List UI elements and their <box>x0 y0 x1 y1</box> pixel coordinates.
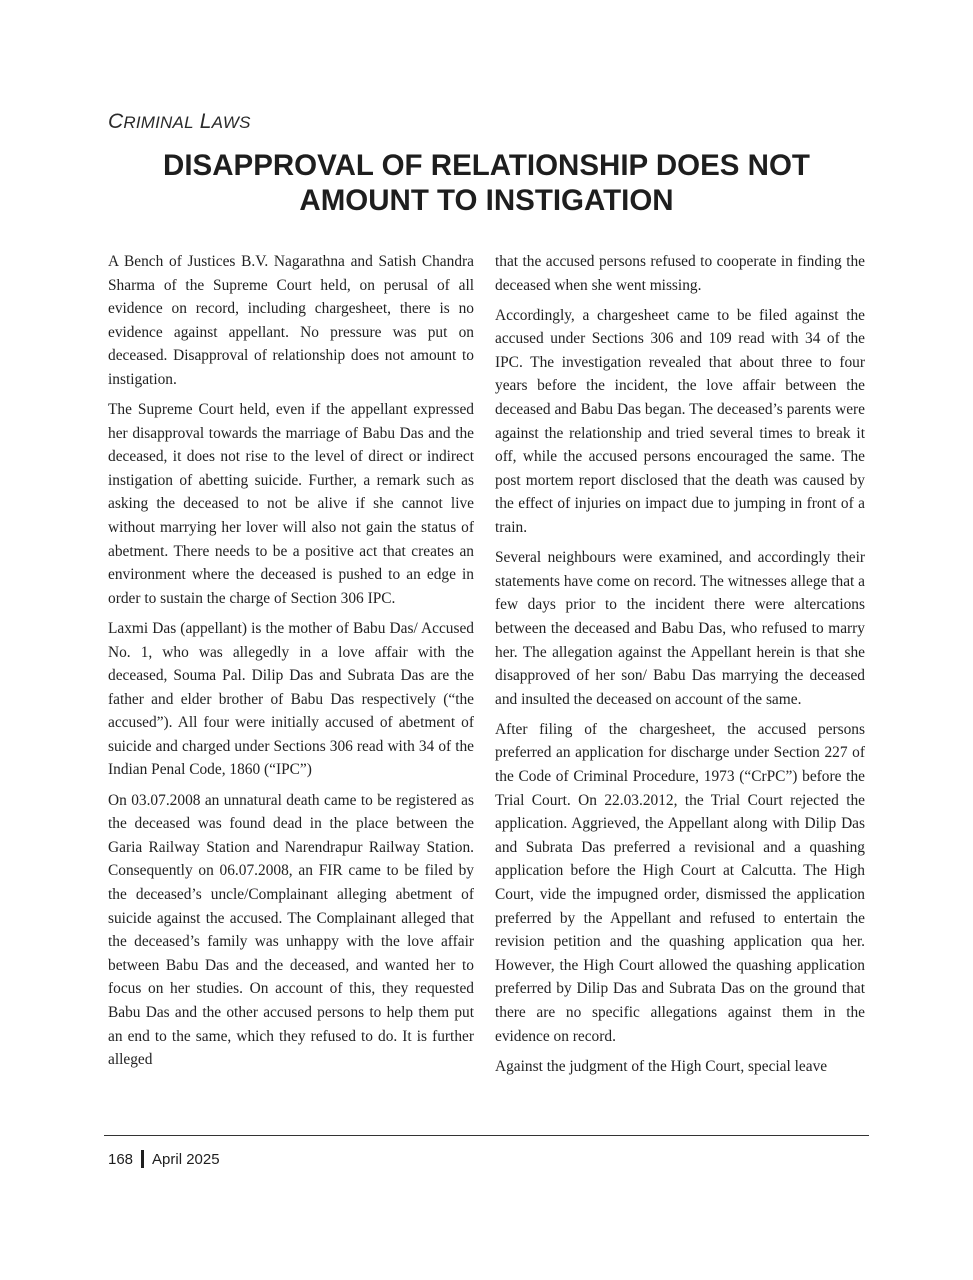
left-paragraph-3: Laxmi Das (appellant) is the mother of Babu Das/ Accused No. 1, who was allegedly in a love affair with the deceased, Souma Pal. Dilip Das and Subrata Das are the father and elder brother of Babu Das respectively (“the accused”). All four were initially accused of abetment of suicide and charged under Sections 306 read with 34 of the Indian Penal Code, 1860 (“IPC”) <box>108 619 474 779</box>
right-column <box>495 250 865 1085</box>
article-headline: DISAPPROVAL OF RELATIONSHIP DOES NOT AMOUNT TO INSTIGATION <box>163 149 810 217</box>
footer-divider <box>104 1135 869 1136</box>
section-label-c: C <box>108 110 124 133</box>
section-label-l: L <box>199 110 212 133</box>
left-paragraph-4: On 03.07.2008 an unnatural death came to be registered as the deceased was found dead in the place between the Garia Railway Station and Narendrapur Railway Station. Consequently on 06.07.2008, an FIR came to be filed by the deceased’s uncle/Complainant alleging abetment of suicide against the accused. The Complainant alleged that the deceased’s family was unhappy with the love affair between Babu Das and the deceased, and wanted her to focus on her studies. On account of this, they requested Babu Das and the other accused persons to help them put an end to the same, which they refused to do. It is further alleged <box>108 791 474 1069</box>
left-paragraph-2: The Supreme Court held, even if the appellant expressed her disapproval towards the marriage of Babu Das and the deceased, it does not rise to the level of direct or indirect instigation of abetting suicide. Further, a remark such as asking the deceased to not be alive if she cannot live without marrying her lover will also not gain the status of abetment. There needs to be a positive act that creates an environment where the deceased is pushed to an edge in order to sustain the charge of Section 306 IPC. <box>108 401 474 607</box>
page-footer <box>108 1148 220 1170</box>
footer-separator-bar <box>141 1150 144 1168</box>
left-column <box>108 250 474 1078</box>
right-paragraph-3: Several neighbours were examined, and accordingly their statements have come on record. The witnesses allege that a few days prior to the incident there were altercations between the deceased and Babu Das, who refused to marry her. The allegation against the Appellant herein is that she disapproved of her son/ Babu Das marrying the deceased and insulted the deceased on account of the same. <box>495 549 865 708</box>
page-number: 168 <box>108 1150 134 1168</box>
issue-date: April 2025 <box>152 1150 220 1168</box>
section-label-aws: AWS <box>211 113 251 132</box>
section-label-riminal: RIMINAL <box>123 113 194 132</box>
right-paragraph-2: Accordingly, a chargesheet came to be filed against the accused under Sections 306 and 109 read with 34 of the IPC. The investigation revealed that about three to four years before the incident, the love affair between the deceased and Babu Das began. The deceased’s parents were against the relationship and tried several times to break it off, while the accused persons encouraged the same. The post mortem report disclosed that the death was caused by the effect of injuries on impact due to jumping in front of a train. <box>495 306 865 537</box>
section-label <box>108 110 251 134</box>
left-paragraph-1: A Bench of Justices B.V. Nagarathna and Satish Chandra Sharma of the Supreme Court held, on perusal of all evidence on record, including chargesheet, there is no evidence against appellant. No pressure was put on deceased. Disapproval of relationship does not amount to instigation. <box>108 253 474 388</box>
right-paragraph-4: After filing of the chargesheet, the accused persons preferred an application for discharge under Section 227 of the Code of Criminal Procedure, 1973 (“CrPC”) before the Trial Court. On 22.03.2012, the Trial Court rejected the application. Aggrieved, the Appellant along with Dilip Das and Subrata Das preferred a revisional and a quashing application before the High Court at Calcutta. The High Court, vide the impugned order, dismissed the application preferred by the Appellant and refused to entertain the revision petition and the quashing application qua her. However, the High Court allowed the quashing application preferred by Dilip Das and Subrata Das on the ground that there are no specific allegations against them in the evidence on record. <box>495 720 865 1045</box>
right-paragraph-5: Against the judgment of the High Court, special leave <box>495 1057 828 1075</box>
right-paragraph-1: that the accused persons refused to cooperate in finding the deceased when she went missing. <box>495 253 865 294</box>
